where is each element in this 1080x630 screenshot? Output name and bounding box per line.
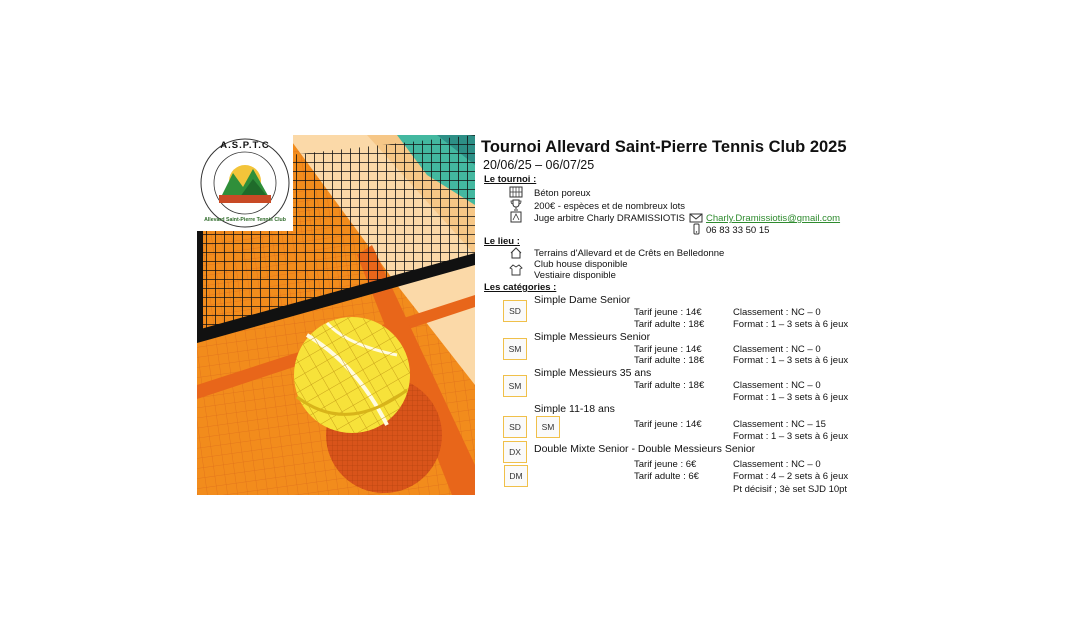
home-icon bbox=[509, 247, 523, 259]
phone-icon bbox=[689, 223, 703, 235]
surface-text: Béton poreux bbox=[534, 188, 591, 199]
tournament-title: Tournoi Allevard Saint-Pierre Tennis Club 2025 bbox=[481, 138, 847, 156]
trophy-icon bbox=[509, 199, 523, 211]
court-icon bbox=[509, 186, 523, 198]
courts-text: Terrains d'Allevard et de Crêts en Belledonne bbox=[534, 248, 725, 259]
category-tarif-jeune: Tarif jeune : 6€ bbox=[634, 459, 697, 470]
category-classement: Classement : NC – 15 bbox=[733, 419, 826, 430]
category-tarif-adulte: Tarif adulte : 18€ bbox=[634, 355, 705, 366]
category-note: Pt décisif ; 3è set SJD 10pt bbox=[733, 484, 848, 495]
category-format: Format : 1 – 3 sets à 6 jeux bbox=[733, 319, 849, 330]
category-badge-dm: DM bbox=[504, 465, 528, 487]
category-badge-dx: DX bbox=[503, 441, 527, 463]
vestiaire-text: Vestiaire disponible bbox=[534, 270, 616, 281]
referee-icon bbox=[509, 211, 523, 223]
section-heading-tournoi: Le tournoi : bbox=[484, 174, 537, 185]
referee-phone: 06 83 33 50 15 bbox=[706, 225, 770, 236]
category-tarif-adulte: Tarif adulte : 18€ bbox=[634, 380, 705, 391]
category-tarif-adulte: Tarif adulte : 18€ bbox=[634, 319, 705, 330]
category-tarif-adulte: Tarif adulte : 6€ bbox=[634, 471, 699, 482]
category-badge-sd: SD bbox=[503, 300, 527, 322]
category-name: Simple Messieurs Senior bbox=[534, 331, 651, 343]
prize-text: 200€ - espèces et de nombreux lots bbox=[534, 201, 686, 212]
tennis-poster bbox=[197, 135, 475, 495]
logo-club-name: Allevard Saint-Pierre Tennis Club bbox=[204, 217, 286, 223]
club-logo bbox=[197, 135, 293, 231]
referee-email-link[interactable]: Charly.Dramissiotis@gmail.com bbox=[706, 213, 841, 224]
tournament-dates: 20/06/25 – 06/07/25 bbox=[483, 158, 595, 172]
category-classement: Classement : NC – 0 bbox=[733, 380, 821, 391]
category-name: Simple 11-18 ans bbox=[534, 403, 615, 415]
category-classement: Classement : NC – 0 bbox=[733, 307, 821, 318]
category-tarif-jeune: Tarif jeune : 14€ bbox=[634, 419, 702, 430]
referee-text: Juge arbitre Charly DRAMISSIOTIS bbox=[534, 213, 685, 224]
category-format: Format : 1 – 3 sets à 6 jeux bbox=[733, 392, 849, 403]
section-heading-categories: Les catégories : bbox=[484, 282, 557, 293]
category-name: Double Mixte Senior - Double Messieurs Senior bbox=[534, 443, 756, 455]
category-format: Format : 4 – 2 sets à 6 jeux bbox=[733, 471, 849, 482]
logo-acronym: A.S.P.T.C bbox=[220, 140, 270, 151]
section-heading-lieu: Le lieu : bbox=[484, 236, 520, 247]
category-badge-sd: SD bbox=[503, 416, 527, 438]
category-name: Simple Dame Senior bbox=[534, 294, 631, 306]
category-classement: Classement : NC – 0 bbox=[733, 344, 821, 355]
clubhouse-text: Club house disponible bbox=[534, 259, 628, 270]
category-badge-sm: SM bbox=[503, 338, 527, 360]
locker-room-icon bbox=[509, 264, 523, 276]
category-name: Simple Messieurs 35 ans bbox=[534, 367, 652, 379]
category-tarif-jeune: Tarif jeune : 14€ bbox=[634, 344, 702, 355]
category-badge-sm: SM bbox=[503, 375, 527, 397]
category-format: Format : 1 – 3 sets à 6 jeux bbox=[733, 355, 849, 366]
category-classement: Classement : NC – 0 bbox=[733, 459, 821, 470]
category-tarif-jeune: Tarif jeune : 14€ bbox=[634, 307, 702, 318]
category-badge-sm: SM bbox=[536, 416, 560, 438]
category-format: Format : 1 – 3 sets à 6 jeux bbox=[733, 431, 849, 442]
